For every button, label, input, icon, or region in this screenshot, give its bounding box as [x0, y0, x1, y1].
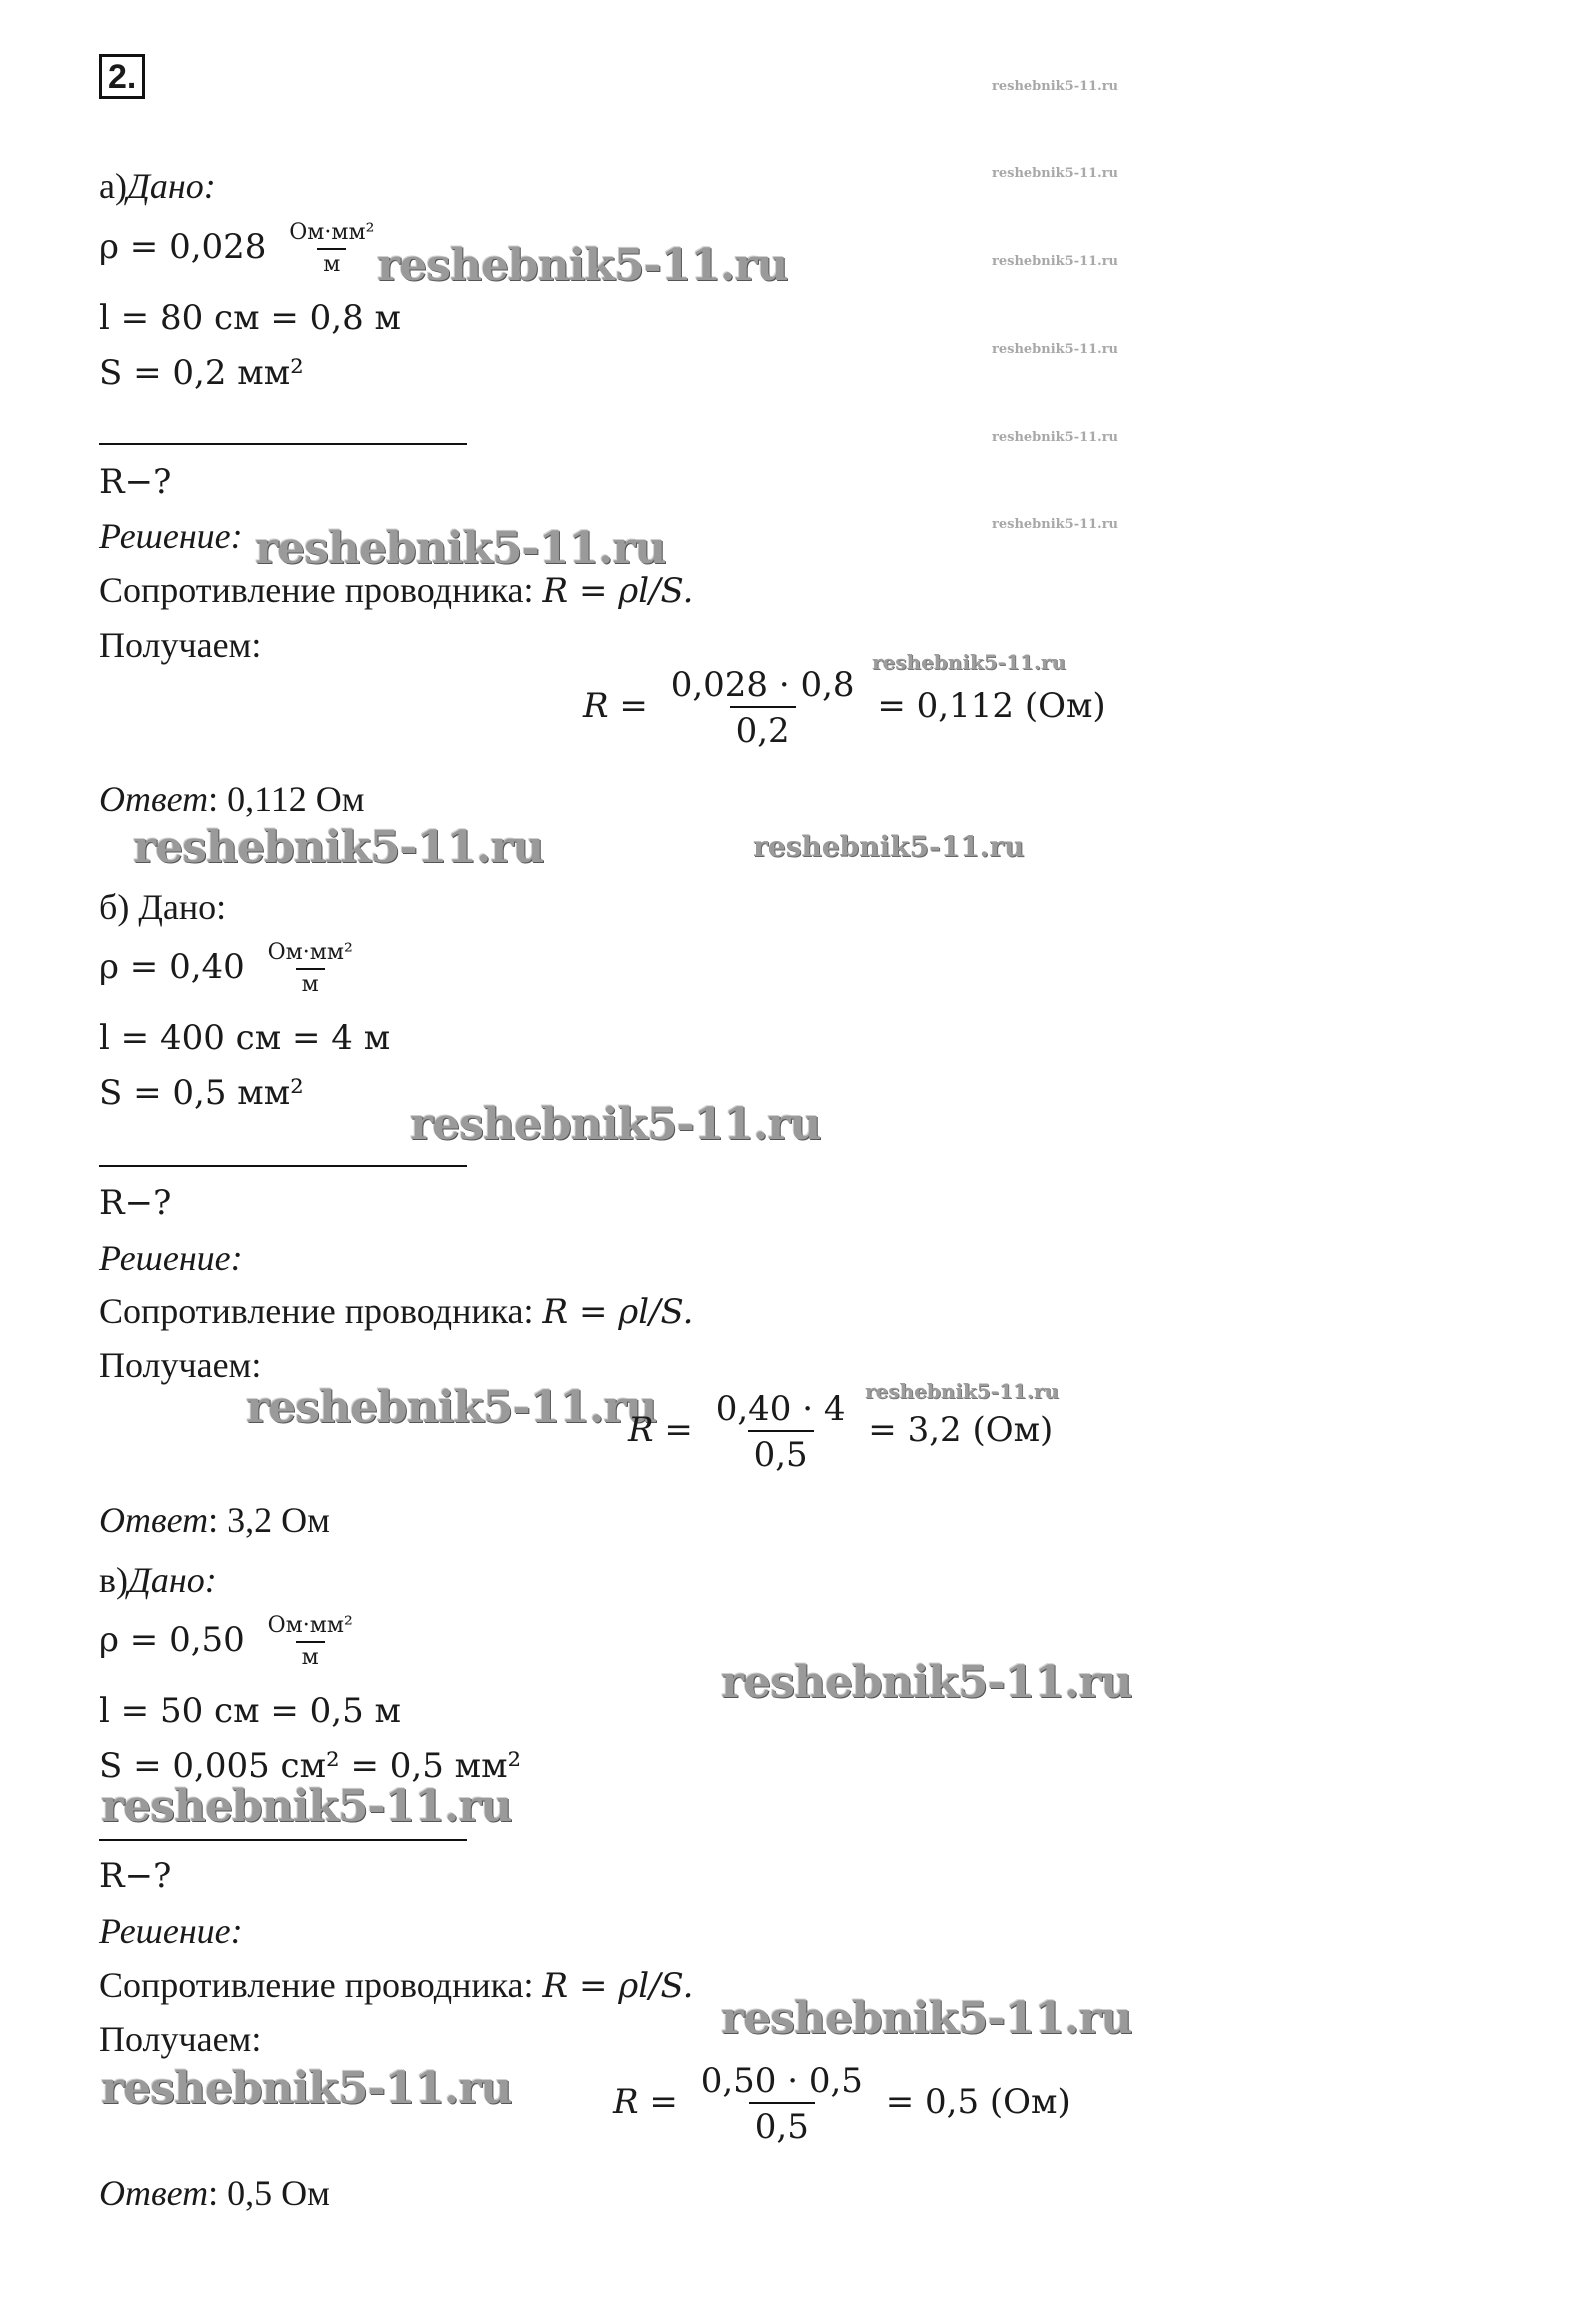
unknown-a: R−? [99, 462, 172, 502]
solution-heading-b: Решение: [99, 1238, 243, 1278]
watermark: reshebnik5-11.ru [246, 1382, 657, 1433]
answer-a: Ответ: 0,112 Ом [99, 779, 365, 819]
area-line-a: S = 0,2 мм² [99, 353, 304, 393]
watermark: reshebnik5-11.ru [721, 1657, 1132, 1708]
watermark: reshebnik5-11.ru [872, 650, 1066, 674]
unknown-b: R−? [99, 1183, 172, 1223]
rho-line-a: ρ = 0,028 $\frac{\text{Ом·мм²}}{м}$ [99, 222, 386, 276]
calculation-a: R = $\frac{0,028 \cdot 0,8}{0,2}$ = 0,112 (Ом) [583, 665, 1106, 751]
watermark: reshebnik5-11.ru [865, 1379, 1059, 1403]
obtain-a: Получаем: [99, 625, 262, 665]
unknown-c: R−? [99, 1856, 172, 1896]
calculation-fraction-c: $\frac{0,50 \cdot 0,5}{0,5}$ [700, 2061, 863, 2147]
watermark: reshebnik5-11.ru [992, 254, 1119, 269]
watermark: reshebnik5-11.ru [377, 240, 788, 291]
resistance-formula-a: Сопротивление проводника: R = ρl/S. [99, 570, 694, 611]
solution-heading-c: Решение: [99, 1911, 243, 1951]
rho-unit-fraction: $\frac{\text{Ом·мм²}}{м}$ [267, 940, 353, 997]
given-divider-a [99, 443, 467, 445]
calculation-fraction-b: $\frac{0,40 \cdot 4}{0,5}$ [715, 1389, 846, 1475]
rho-unit-fraction: $\frac{\text{Ом·мм²}}{м}$ [267, 1613, 353, 1670]
obtain-b: Получаем: [99, 1345, 262, 1385]
calculation-c: R = $\frac{0,50 \cdot 0,5}{0,5}$ = 0,5 (Ом) [613, 2061, 1071, 2147]
watermark: reshebnik5-11.ru [753, 830, 1025, 863]
watermark: reshebnik5-11.ru [992, 79, 1119, 94]
watermark: reshebnik5-11.ru [410, 1099, 821, 1150]
answer-c: Ответ: 0,5 Ом [99, 2173, 330, 2213]
area-line-c: S = 0,005 см² = 0,5 мм² [99, 1746, 522, 1786]
given-divider-b [99, 1165, 467, 1167]
task-number: 2. [99, 54, 145, 99]
watermark: reshebnik5-11.ru [255, 523, 666, 574]
given-heading-b: б) Дано: [99, 887, 227, 927]
watermark: reshebnik5-11.ru [992, 342, 1119, 357]
obtain-c: Получаем: [99, 2019, 262, 2059]
length-line-b: l = 400 см = 4 м [99, 1018, 391, 1058]
watermark: reshebnik5-11.ru [101, 2063, 512, 2114]
given-heading-a: а)Дано: [99, 166, 216, 206]
length-line-a: l = 80 см = 0,8 м [99, 298, 401, 338]
given-heading-c: в)Дано: [99, 1560, 217, 1600]
given-divider-c [99, 1839, 467, 1841]
watermark: reshebnik5-11.ru [721, 1993, 1132, 2044]
resistance-formula-b: Сопротивление проводника: R = ρl/S. [99, 1291, 694, 1332]
calculation-b: R = $\frac{0,40 \cdot 4}{0,5}$ = 3,2 (Ом) [628, 1389, 1054, 1475]
resistance-formula-c: Сопротивление проводника: R = ρl/S. [99, 1965, 694, 2006]
solution-heading-a: Решение: [99, 516, 243, 556]
length-line-c: l = 50 см = 0,5 м [99, 1691, 401, 1731]
rho-line-b: ρ = 0,40 $\frac{\text{Ом·мм²}}{м}$ [99, 942, 365, 996]
watermark: reshebnik5-11.ru [992, 166, 1119, 181]
answer-b: Ответ: 3,2 Ом [99, 1500, 330, 1540]
rho-unit-fraction: $\frac{\text{Ом·мм²}}{м}$ [289, 220, 375, 277]
rho-line-c: ρ = 0,50 $\frac{\text{Ом·мм²}}{м}$ [99, 1615, 365, 1669]
watermark: reshebnik5-11.ru [992, 517, 1119, 532]
watermark: reshebnik5-11.ru [133, 822, 544, 873]
watermark: reshebnik5-11.ru [992, 430, 1119, 445]
calculation-fraction-a: $\frac{0,028 \cdot 0,8}{0,2}$ [670, 665, 855, 751]
area-line-b: S = 0,5 мм² [99, 1073, 304, 1113]
watermark: reshebnik5-11.ru [101, 1781, 512, 1832]
